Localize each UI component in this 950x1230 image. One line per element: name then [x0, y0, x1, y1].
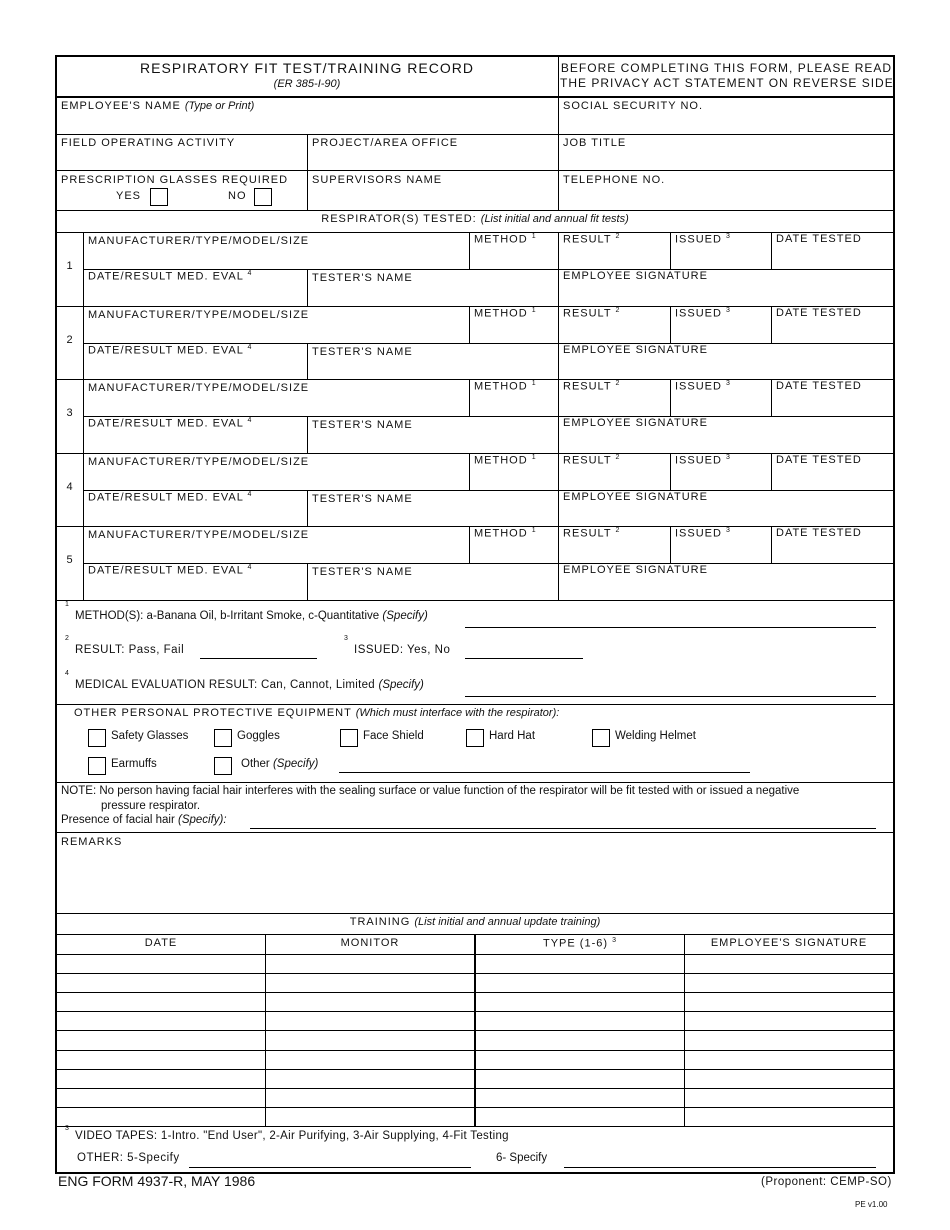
tester-name-field-5[interactable]: TESTER'S NAME	[312, 566, 413, 578]
employee-signature-field-1[interactable]: EMPLOYEE SIGNATURE	[563, 270, 708, 282]
method-field-5[interactable]: METHOD $^1$	[474, 527, 536, 540]
training-date-cell[interactable]	[57, 993, 265, 1010]
other-ppe-specify-line[interactable]	[339, 772, 750, 773]
training-monitor-cell[interactable]	[266, 1031, 474, 1048]
training-signature-cell[interactable]	[685, 993, 893, 1010]
methods-specify-line[interactable]	[465, 627, 876, 628]
training-signature-cell[interactable]	[685, 1012, 893, 1029]
training-monitor-cell[interactable]	[266, 1012, 474, 1029]
training-type-cell[interactable]	[475, 1051, 684, 1068]
training-type-cell[interactable]	[475, 974, 684, 991]
manufacturer-field-1[interactable]: MANUFACTURER/TYPE/MODEL/SIZE	[88, 235, 310, 247]
training-date-cell[interactable]	[57, 1012, 265, 1029]
ppe-section-title: OTHER PERSONAL PROTECTIVE EQUIPMENT (Which must interface with the respirator):	[74, 707, 560, 719]
respirator-entry-number: 1	[66, 260, 74, 272]
training-date-cell[interactable]	[57, 1031, 265, 1048]
issued-field-4[interactable]: ISSUED $^3$	[675, 454, 730, 467]
hard-hat-label: Hard Hat	[489, 730, 536, 742]
supervisor-name-field[interactable]: SUPERVISORS NAME	[312, 174, 443, 186]
method-field-1[interactable]: METHOD $^1$	[474, 233, 536, 246]
med-eval-field-1[interactable]: DATE/RESULT MED. EVAL $^4$	[88, 270, 252, 283]
welding-helmet-label: Welding Helmet	[615, 730, 696, 742]
issued-line[interactable]	[465, 658, 583, 659]
hard-hat-checkbox[interactable]	[466, 729, 484, 747]
result-field-2[interactable]: RESULT $^2$	[563, 307, 620, 320]
training-monitor-cell[interactable]	[266, 1051, 474, 1068]
goggles-label: Goggles	[237, 730, 280, 742]
training-monitor-cell[interactable]	[266, 974, 474, 991]
date-tested-field-3[interactable]: DATE TESTED	[776, 380, 862, 392]
video-other-label: OTHER: 5-Specify	[77, 1152, 180, 1164]
version-tag: PE v1.00	[855, 1200, 888, 1209]
method-field-3[interactable]: METHOD $^1$	[474, 380, 536, 393]
form-id: ENG FORM 4937-R, MAY 1986	[58, 1173, 256, 1189]
med-eval-field-5[interactable]: DATE/RESULT MED. EVAL $^4$	[88, 564, 252, 577]
respirator-entry-number: 3	[66, 407, 74, 419]
face-shield-checkbox[interactable]	[340, 729, 358, 747]
safety-glasses-checkbox[interactable]	[88, 729, 106, 747]
glasses-yes-label: YES	[116, 190, 142, 202]
face-shield-label: Face Shield	[363, 730, 424, 742]
training-type-cell[interactable]	[475, 993, 684, 1010]
training-signature-cell[interactable]	[685, 1108, 893, 1125]
facial-hair-note: NOTE: No person having facial hair interferes with the sealing surface or value function of the respirator will be fit tested with or issued a negative	[61, 785, 800, 797]
training-section-title: TRAINING (List initial and annual update training)	[349, 916, 601, 928]
respirator-entry-number: 2	[66, 334, 74, 346]
project-area-office-field[interactable]: PROJECT/AREA OFFICE	[312, 137, 459, 149]
field-operating-activity-field[interactable]: FIELD OPERATING ACTIVITY	[61, 137, 236, 149]
result-field-3[interactable]: RESULT $^2$	[563, 380, 620, 393]
video-footnote-marker: 3	[65, 1125, 69, 1132]
tester-name-field-3[interactable]: TESTER'S NAME	[312, 419, 413, 431]
training-signature-cell[interactable]	[685, 1089, 893, 1106]
result-field-1[interactable]: RESULT $^2$	[563, 233, 620, 246]
training-col-type: TYPE (1-6) $^3$	[543, 937, 616, 950]
facial-hair-note-cont: pressure respirator.	[101, 800, 201, 812]
med-eval-field-2[interactable]: DATE/RESULT MED. EVAL $^4$	[88, 344, 252, 357]
training-type-cell[interactable]	[475, 1012, 684, 1029]
form-title: RESPIRATORY FIT TEST/TRAINING RECORD	[140, 60, 474, 76]
training-monitor-cell[interactable]	[266, 955, 474, 972]
issued-field-2[interactable]: ISSUED $^3$	[675, 307, 730, 320]
training-col-date: DATE	[144, 937, 178, 949]
training-date-cell[interactable]	[57, 1089, 265, 1106]
footnote-3-marker: 3	[344, 635, 348, 642]
training-date-cell[interactable]	[57, 1070, 265, 1087]
ssn-field[interactable]: SOCIAL SECURITY NO.	[563, 100, 704, 112]
issued-field-1[interactable]: ISSUED $^3$	[675, 233, 730, 246]
manufacturer-field-5[interactable]: MANUFACTURER/TYPE/MODEL/SIZE	[88, 529, 310, 541]
method-field-4[interactable]: METHOD $^1$	[474, 454, 536, 467]
training-monitor-cell[interactable]	[266, 1108, 474, 1125]
remarks-field[interactable]: REMARKS	[61, 836, 123, 848]
date-tested-field-4[interactable]: DATE TESTED	[776, 454, 862, 466]
earmuffs-checkbox[interactable]	[88, 757, 106, 775]
training-type-cell[interactable]	[475, 1089, 684, 1106]
medical-specify-line[interactable]	[465, 696, 876, 697]
date-tested-field-1[interactable]: DATE TESTED	[776, 233, 862, 245]
training-type-cell[interactable]	[475, 1108, 684, 1125]
med-eval-field-4[interactable]: DATE/RESULT MED. EVAL $^4$	[88, 491, 252, 504]
video-5-specify-line[interactable]	[189, 1167, 471, 1168]
footnote-4-marker: 4	[65, 670, 69, 677]
training-signature-cell[interactable]	[685, 1051, 893, 1068]
respirators-section-title: RESPIRATOR(S) TESTED: (List initial and annual fit tests)	[321, 213, 629, 225]
employee-signature-field-3[interactable]: EMPLOYEE SIGNATURE	[563, 417, 708, 429]
proponent: (Proponent: CEMP-SO)	[761, 1176, 892, 1188]
privacy-notice-line2: THE PRIVACY ACT STATEMENT ON REVERSE SIDE	[560, 76, 894, 90]
training-monitor-cell[interactable]	[266, 993, 474, 1010]
training-col-signature: EMPLOYEE'S SIGNATURE	[710, 937, 868, 949]
video-6-specify-line[interactable]	[564, 1167, 876, 1168]
training-signature-cell[interactable]	[685, 1070, 893, 1087]
date-tested-field-5[interactable]: DATE TESTED	[776, 527, 862, 539]
date-tested-field-2[interactable]: DATE TESTED	[776, 307, 862, 319]
training-type-cell[interactable]	[475, 955, 684, 972]
respirator-entry-number: 5	[66, 554, 74, 566]
employee-signature-field-4[interactable]: EMPLOYEE SIGNATURE	[563, 491, 708, 503]
glasses-yes-checkbox[interactable]	[150, 188, 168, 206]
earmuffs-label: Earmuffs	[111, 758, 157, 770]
tester-name-field-2[interactable]: TESTER'S NAME	[312, 346, 413, 358]
footnote-1-marker: 1	[65, 601, 69, 608]
issued-field-5[interactable]: ISSUED $^3$	[675, 527, 730, 540]
other-ppe-checkbox[interactable]	[214, 757, 232, 775]
safety-glasses-label: Safety Glasses	[111, 730, 189, 742]
training-date-cell[interactable]	[57, 1051, 265, 1068]
issued-footnote: ISSUED: Yes, No	[354, 644, 451, 656]
training-monitor-cell[interactable]	[266, 1089, 474, 1106]
employee-name-field[interactable]: EMPLOYEE'S NAME (Type or Print)	[61, 100, 255, 112]
training-monitor-cell[interactable]	[266, 1070, 474, 1087]
medical-footnote: MEDICAL EVALUATION RESULT: Can, Cannot, Limited (Specify)	[75, 679, 424, 691]
result-line[interactable]	[200, 658, 317, 659]
training-signature-cell[interactable]	[685, 955, 893, 972]
methods-footnote: METHOD(S): a-Banana Oil, b-Irritant Smoke, c-Quantitative (Specify)	[75, 610, 428, 622]
result-field-5[interactable]: RESULT $^2$	[563, 527, 620, 540]
regulation-reference: (ER 385-I-90)	[273, 78, 341, 90]
glasses-no-label: NO	[228, 190, 247, 202]
other-ppe-label: Other (Specify)	[241, 758, 319, 770]
manufacturer-field-4[interactable]: MANUFACTURER/TYPE/MODEL/SIZE	[88, 456, 310, 468]
job-title-field[interactable]: JOB TITLE	[563, 137, 627, 149]
tester-name-field-1[interactable]: TESTER'S NAME	[312, 272, 413, 284]
facial-hair-label: Presence of facial hair (Specify):	[61, 814, 227, 826]
method-field-2[interactable]: METHOD $^1$	[474, 307, 536, 320]
employee-signature-field-5[interactable]: EMPLOYEE SIGNATURE	[563, 564, 708, 576]
training-date-cell[interactable]	[57, 955, 265, 972]
manufacturer-field-2[interactable]: MANUFACTURER/TYPE/MODEL/SIZE	[88, 309, 310, 321]
footnote-2-marker: 2	[65, 635, 69, 642]
training-signature-cell[interactable]	[685, 1031, 893, 1048]
result-field-4[interactable]: RESULT $^2$	[563, 454, 620, 467]
welding-helmet-checkbox[interactable]	[592, 729, 610, 747]
training-date-cell[interactable]	[57, 1108, 265, 1125]
training-type-cell[interactable]	[475, 1031, 684, 1048]
goggles-checkbox[interactable]	[214, 729, 232, 747]
glasses-no-checkbox[interactable]	[254, 188, 272, 206]
privacy-notice-line1: BEFORE COMPLETING THIS FORM, PLEASE READ	[560, 61, 893, 75]
video-six-label: 6- Specify	[496, 1152, 548, 1164]
result-footnote: RESULT: Pass, Fail	[75, 644, 185, 656]
respirator-entry-number: 4	[66, 481, 74, 493]
video-tapes-list: VIDEO TAPES: 1-Intro. "End User", 2-Air Purifying, 3-Air Supplying, 4-Fit Testing	[75, 1130, 509, 1142]
training-date-cell[interactable]	[57, 974, 265, 991]
tester-name-field-4[interactable]: TESTER'S NAME	[312, 493, 413, 505]
training-type-cell[interactable]	[475, 1070, 684, 1087]
training-signature-cell[interactable]	[685, 974, 893, 991]
issued-field-3[interactable]: ISSUED $^3$	[675, 380, 730, 393]
facial-hair-specify-line[interactable]	[250, 828, 876, 829]
telephone-field[interactable]: TELEPHONE NO.	[563, 174, 666, 186]
manufacturer-field-3[interactable]: MANUFACTURER/TYPE/MODEL/SIZE	[88, 382, 310, 394]
med-eval-field-3[interactable]: DATE/RESULT MED. EVAL $^4$	[88, 417, 252, 430]
training-col-monitor: MONITOR	[340, 937, 400, 949]
employee-signature-field-2[interactable]: EMPLOYEE SIGNATURE	[563, 344, 708, 356]
prescription-glasses-label: PRESCRIPTION GLASSES REQUIRED	[61, 174, 289, 186]
